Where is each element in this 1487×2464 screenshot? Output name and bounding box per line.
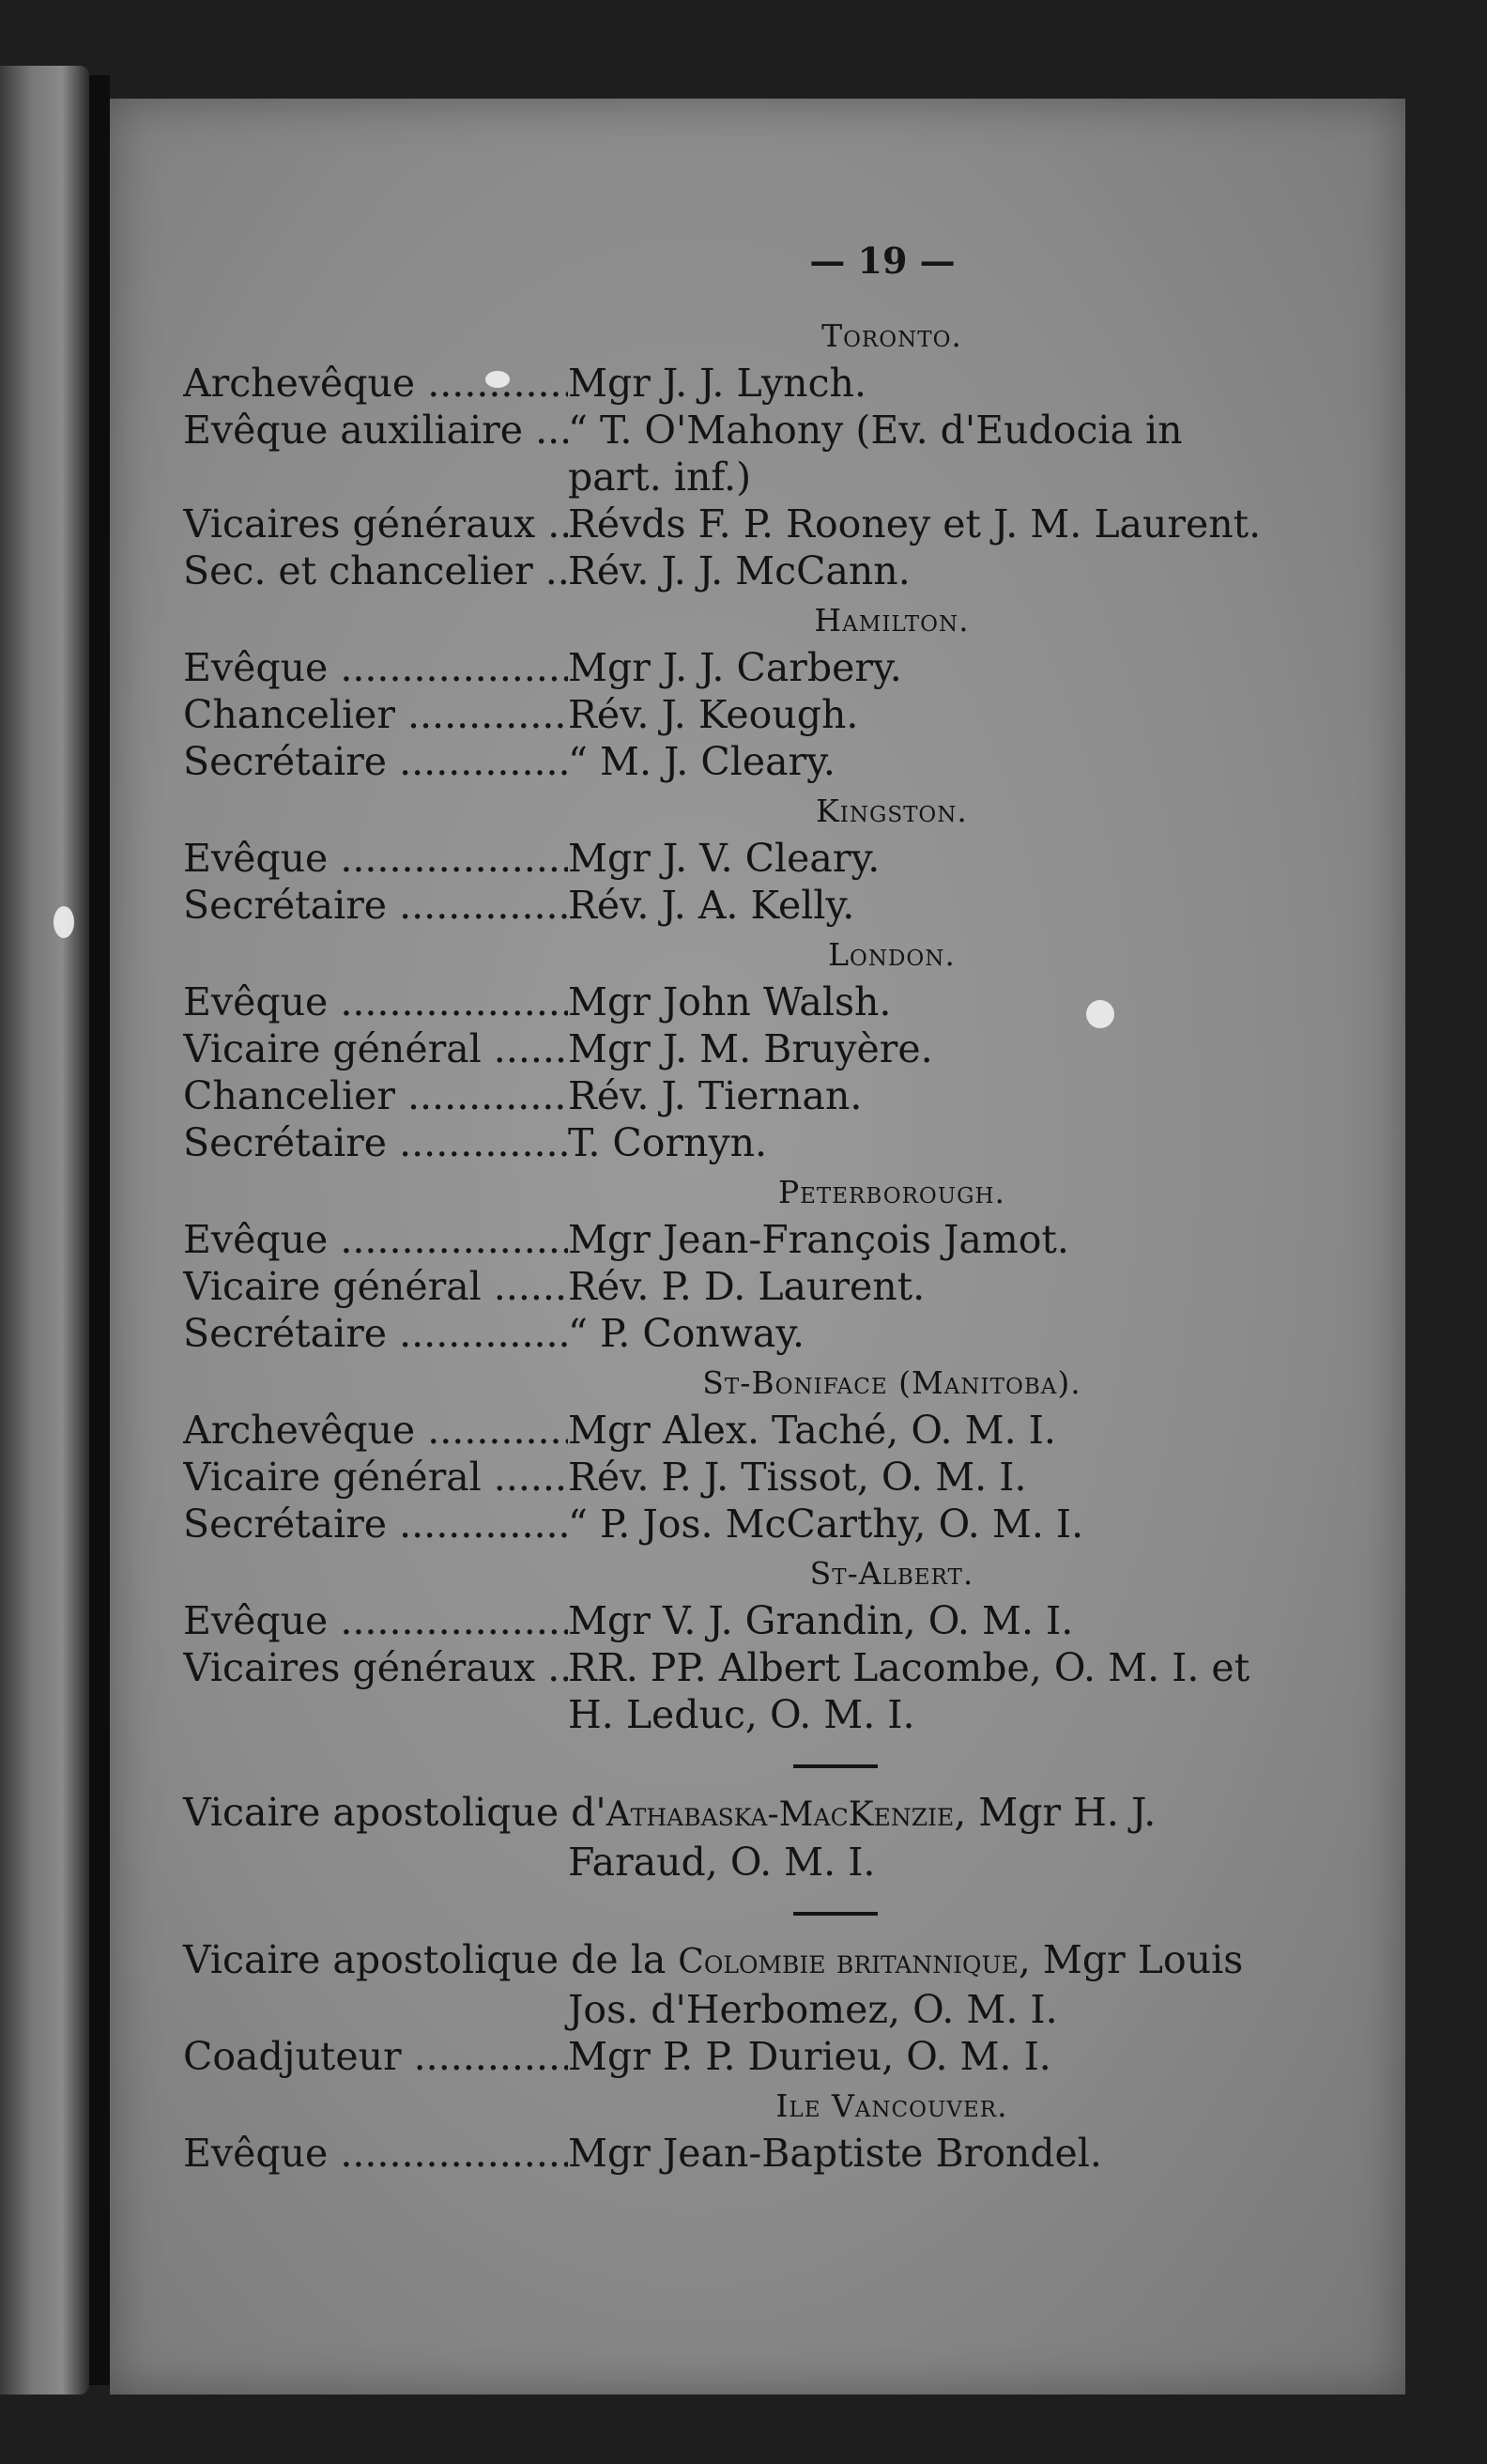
person-name: T. Cornyn. <box>568 1120 768 1165</box>
role-label: Evêque ..... <box>183 978 568 1025</box>
role-label: Archevêque ..... <box>183 360 568 407</box>
person-name: Mgr Jean-Baptiste Brondel. <box>568 2131 1102 2176</box>
person-name: Rév. J. Keough. <box>568 692 859 737</box>
entry-row <box>183 738 1432 785</box>
role-label: Evêque auxiliaire ..... <box>183 407 568 454</box>
page-number: — 19 — <box>809 239 956 282</box>
person-name: Rév. P. D. Laurent. <box>568 1264 926 1309</box>
role-label: Chancelier ..... <box>183 691 568 738</box>
person-name: Mgr P. P. Durieu, O. M. I. <box>568 2034 1051 2079</box>
entry-row <box>183 691 1432 738</box>
role-label: Evêque ..... <box>183 1597 568 1644</box>
section-rule <box>793 1764 878 1768</box>
role-label: Vicaires généraux ..... <box>183 1644 568 1691</box>
person-name: Mgr J. V. Cleary. <box>568 836 881 881</box>
section-heading: London. <box>828 936 956 973</box>
person-name: Rév. P. J. Tissot, O. M. I. <box>568 1455 1027 1500</box>
colombie-lead: Vicaire apostolique de la <box>183 1937 679 1982</box>
entry-row <box>183 1216 1432 1263</box>
paper-speck <box>54 906 74 938</box>
role-label: Coadjuteur ..... <box>183 2033 568 2080</box>
role-label: Vicaires généraux ..... <box>183 500 568 547</box>
person-name: “ P. Conway. <box>568 1311 805 1356</box>
entry-row <box>183 882 1432 929</box>
person-name: RR. PP. Albert Lacombe, O. M. I. et <box>568 1645 1250 1690</box>
entry-row <box>183 1263 1432 1310</box>
role-label: Chancelier ..... <box>183 1072 568 1119</box>
entry-row <box>183 500 1432 547</box>
role-label: Archevêque ..... <box>183 1407 568 1454</box>
section-heading: Kingston. <box>816 793 968 829</box>
role-label: Secrétaire ..... <box>183 1119 568 1166</box>
role-label: Evêque ..... <box>183 1216 568 1263</box>
section-heading: Hamilton. <box>814 602 970 639</box>
entry-row <box>183 644 1432 691</box>
entry-row <box>183 1310 1432 1357</box>
athabaska-lead: Vicaire apostolique d' <box>183 1790 606 1835</box>
person-name: “ M. J. Cleary. <box>568 739 835 784</box>
person-name: Rév. J. A. Kelly. <box>568 883 855 928</box>
entry-row <box>183 1454 1432 1501</box>
role-label: Vicaire général ..... <box>183 1263 568 1310</box>
role-label: Secrétaire ..... <box>183 1310 568 1357</box>
person-name: Révds F. P. Rooney et J. M. Laurent. <box>568 501 1262 547</box>
role-label: Evêque ..... <box>183 644 568 691</box>
person-name: Mgr Alex. Taché, O. M. I. <box>568 1408 1056 1453</box>
name-continuation: H. Leduc, O. M. I. <box>568 1692 915 1737</box>
previous-page-edge <box>0 66 89 2395</box>
person-name: “ T. O'Mahony (Ev. d'Eudocia in <box>568 408 1183 453</box>
page-content <box>183 239 1432 2177</box>
role-label: Sec. et chancelier ..... <box>183 547 568 594</box>
person-name: Rév. J. J. McCann. <box>568 548 911 593</box>
entry-row <box>183 1597 1432 1644</box>
section-rule <box>793 1912 878 1916</box>
colombie-cont: Jos. d'Herbomez, O. M. I. <box>568 1987 1058 2032</box>
colombie-entry <box>183 1936 1432 2033</box>
section-heading: Toronto. <box>821 317 962 354</box>
entry-row <box>183 1119 1432 1166</box>
section-heading: St-Albert. <box>809 1555 974 1592</box>
person-name: Mgr J. M. Bruyère. <box>568 1026 933 1071</box>
person-name: Mgr Jean-François Jamot. <box>568 1217 1069 1262</box>
role-label: Vicaire général ..... <box>183 1454 568 1501</box>
role-label: Vicaire général ..... <box>183 1025 568 1072</box>
section-heading: St-Boniface (Manitoba). <box>702 1364 1081 1401</box>
entry-row <box>183 407 1432 454</box>
person-name: Mgr J. J. Lynch. <box>568 361 866 406</box>
role-label: Secrétaire ..... <box>183 738 568 785</box>
athabaska-place: Athabaska-MacKenzie <box>606 1795 955 1834</box>
section-heading: Ile Vancouver. <box>775 2087 1008 2124</box>
entry-row <box>183 1501 1432 1548</box>
entry-row <box>183 2033 1432 2080</box>
colombie-tail: , Mgr Louis <box>1018 1937 1244 1982</box>
entry-row <box>183 2130 1432 2177</box>
entry-row <box>183 978 1432 1025</box>
entry-row <box>183 547 1432 594</box>
role-label: Secrétaire ..... <box>183 882 568 929</box>
entry-row <box>183 1025 1432 1072</box>
entry-row <box>183 835 1432 882</box>
person-name: “ P. Jos. McCarthy, O. M. I. <box>568 1502 1084 1547</box>
role-label: Evêque ..... <box>183 2130 568 2177</box>
entry-row <box>183 1644 1432 1691</box>
diocese-sections <box>183 317 1432 1738</box>
person-name: Rév. J. Tiernan. <box>568 1073 863 1118</box>
entry-row <box>183 1072 1432 1119</box>
name-continuation: part. inf.) <box>568 454 752 500</box>
role-label: Secrétaire ..... <box>183 1501 568 1548</box>
athabaska-entry <box>183 1789 1432 1886</box>
colombie-place: Colombie britannique <box>678 1943 1019 1981</box>
book-page <box>110 99 1405 2395</box>
entry-row <box>183 360 1432 407</box>
entry-row <box>183 1407 1432 1454</box>
book-gutter <box>89 75 110 2385</box>
person-name: Mgr J. J. Carbery. <box>568 645 902 690</box>
person-name: Mgr V. J. Grandin, O. M. I. <box>568 1598 1074 1643</box>
athabaska-cont: Faraud, O. M. I. <box>568 1840 876 1885</box>
role-label: Evêque ..... <box>183 835 568 882</box>
athabaska-tail: , Mgr H. J. <box>954 1790 1157 1835</box>
section-heading: Peterborough. <box>777 1174 1006 1210</box>
person-name: Mgr John Walsh. <box>568 979 892 1024</box>
